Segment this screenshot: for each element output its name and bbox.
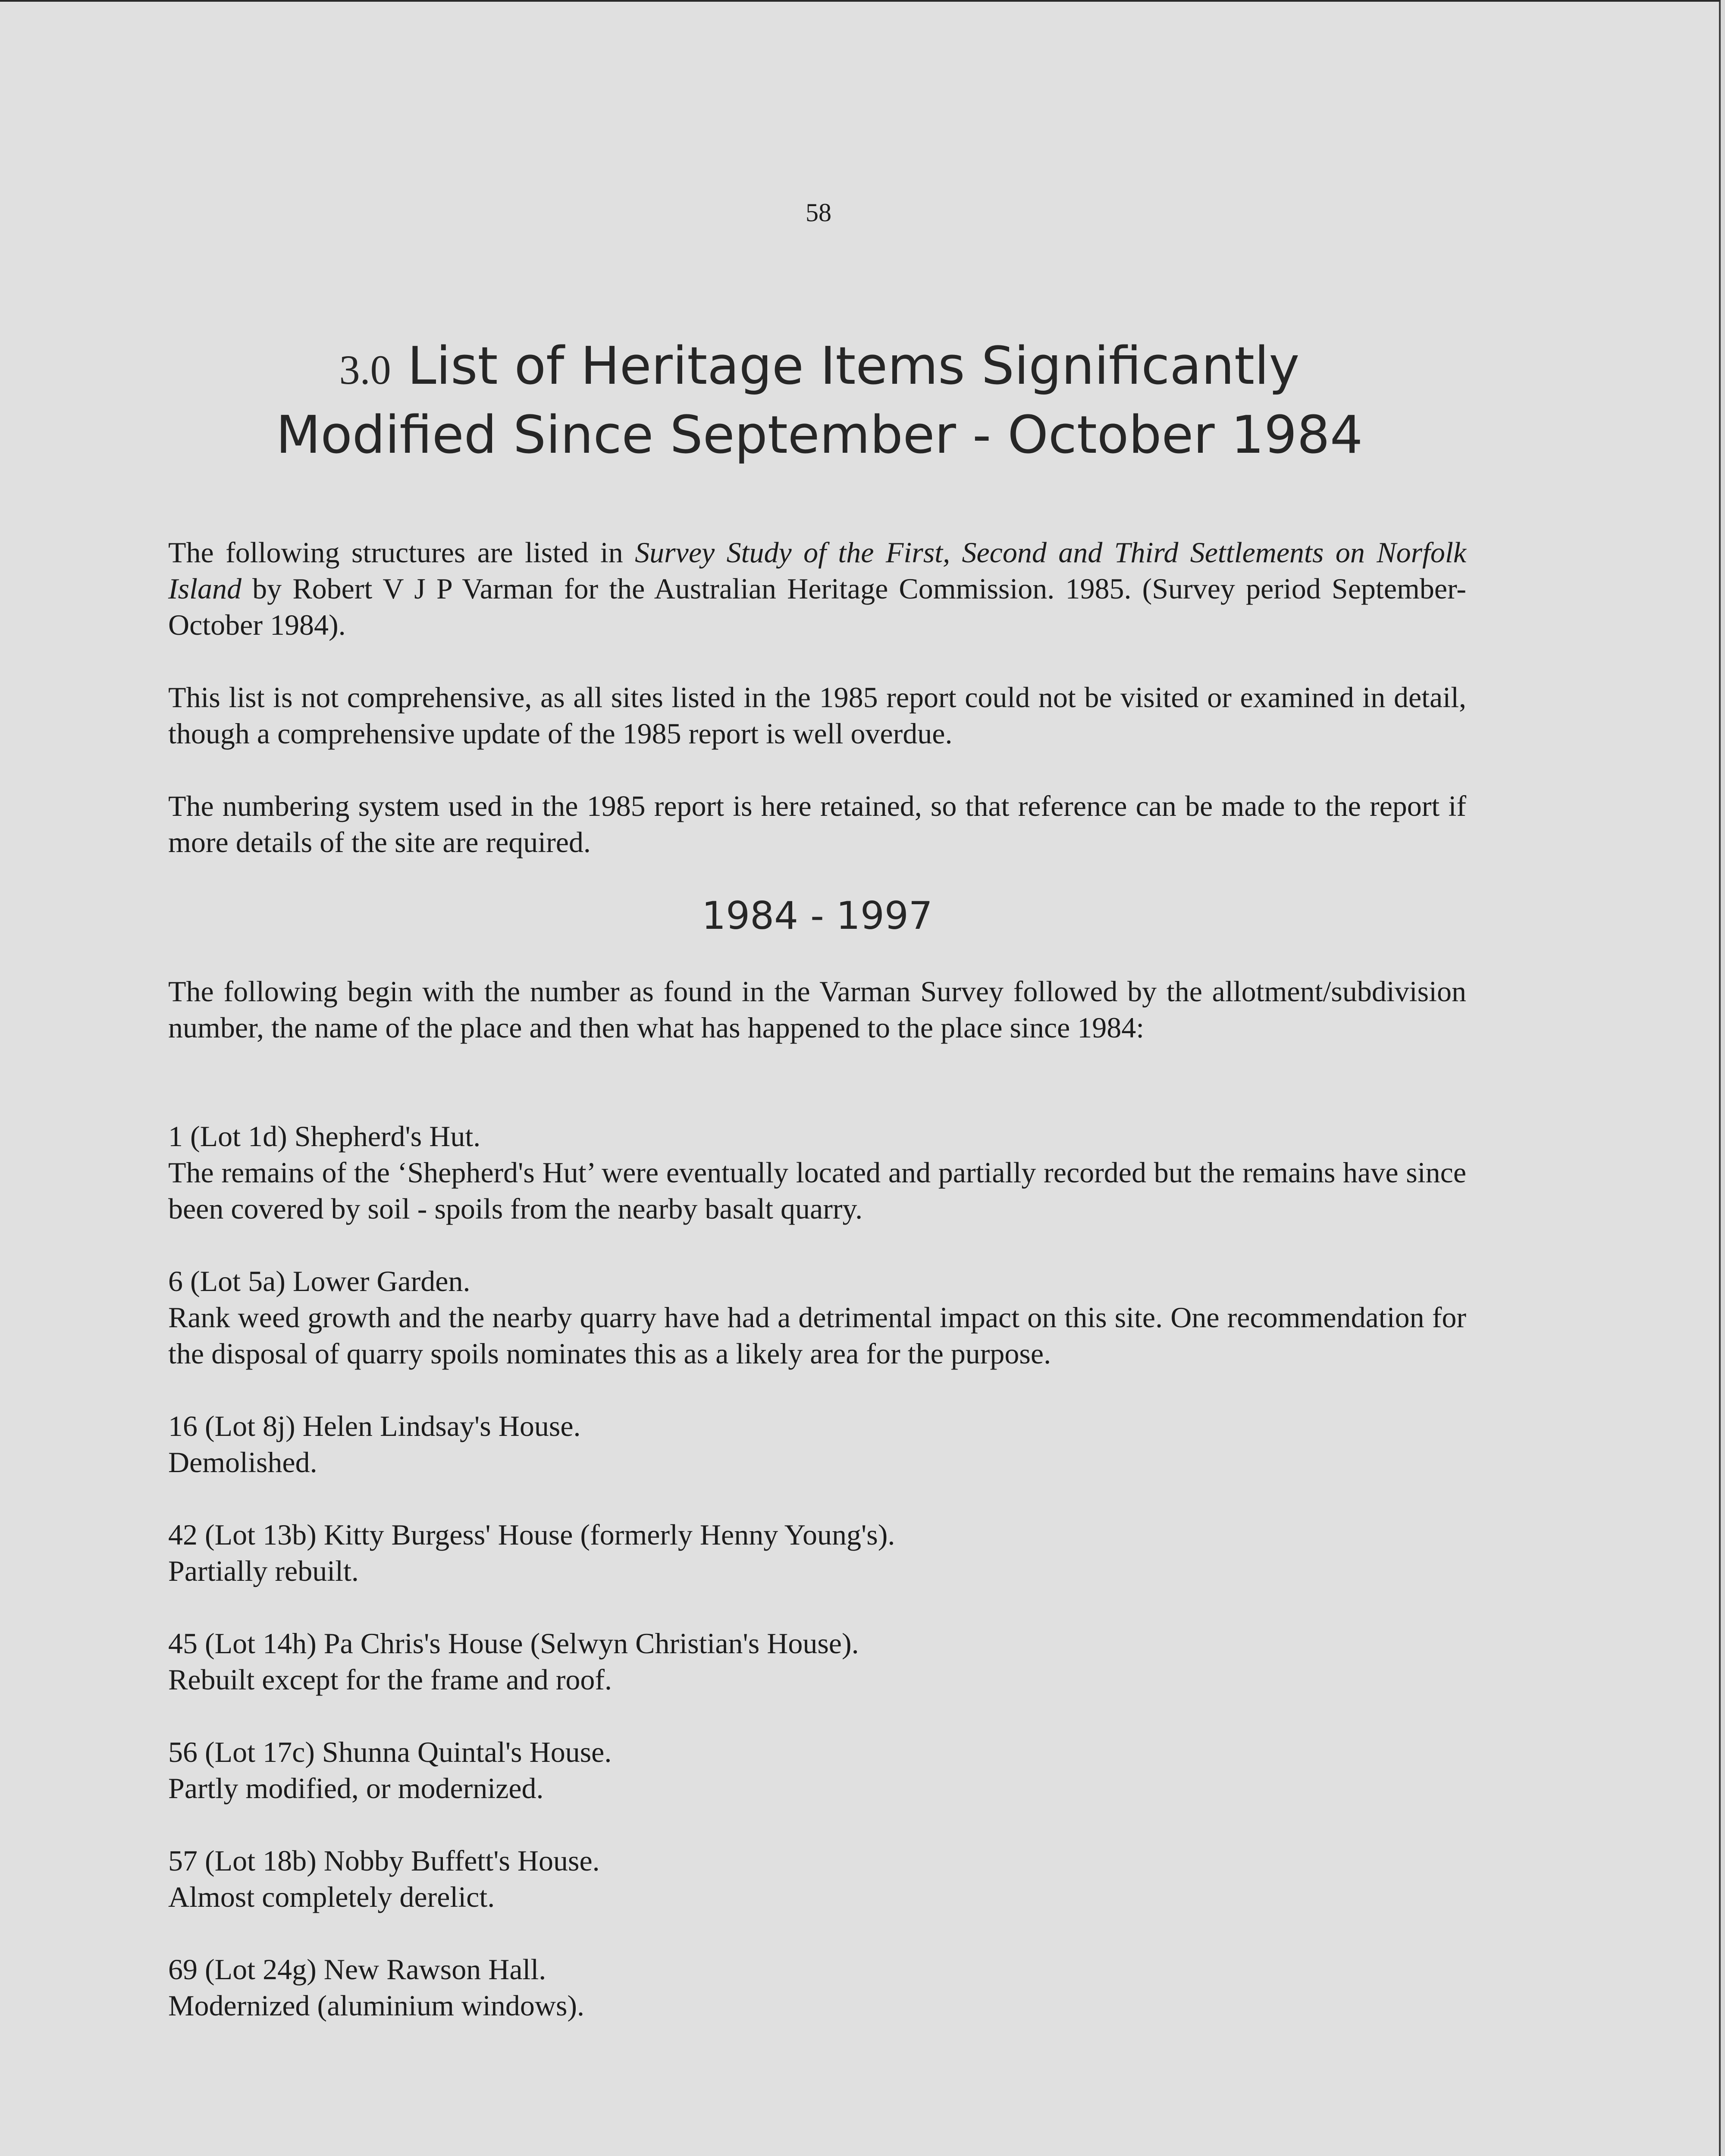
heritage-item-list <box>168 1118 1466 2024</box>
intro-text: The following structures are listed in <box>168 536 635 569</box>
list-item <box>168 1408 1466 1480</box>
item-heading: 56 (Lot 17c) Shunna Quintal's House. <box>168 1736 612 1768</box>
page-title <box>129 334 1509 468</box>
item-heading: 6 (Lot 5a) Lower Garden. <box>168 1265 470 1297</box>
survey-title: Survey Study of the First, Second and Third Settlements on Norfolk Island <box>168 536 1467 605</box>
intro-paragraph-3: The numbering system used in the 1985 report is here retained, so that reference can be made to the report if more details of the site are required. <box>168 790 1466 859</box>
list-item <box>168 1263 1466 1372</box>
title-line-2: Modified Since September - October 1984 <box>276 405 1363 465</box>
item-description: Partially rebuilt. <box>168 1554 359 1587</box>
list-item <box>168 1734 1466 1806</box>
list-item <box>168 1118 1466 1227</box>
section-intro: The following begin with the number as found in the Varman Survey followed by the allotment/subdivision number, the name of the place and then what has happened to the place since 1984: <box>168 975 1466 1044</box>
item-description: The remains of the ‘Shepherd's Hut’ were eventually located and partially recorded but the remains have since been covered by soil - spoils from the nearby basalt quarry. <box>168 1156 1466 1225</box>
item-heading: 69 (Lot 24g) New Rawson Hall. <box>168 1953 546 1986</box>
item-description: Rank weed growth and the nearby quarry have had a detrimental impact on this site. One recommendation for the disposal of quarry spoils nominates this as a likely area for the purpose. <box>168 1301 1466 1370</box>
list-item <box>168 1625 1466 1698</box>
item-description: Modernized (aluminium windows). <box>168 1989 585 2022</box>
section-number: 3.0 <box>339 347 391 393</box>
item-heading: 1 (Lot 1d) Shepherd's Hut. <box>168 1120 481 1153</box>
item-description: Partly modified, or modernized. <box>168 1772 544 1805</box>
spacer <box>168 1082 1466 1118</box>
item-description: Rebuilt except for the frame and roof. <box>168 1663 612 1696</box>
list-item <box>168 1951 1466 2024</box>
intro-text: by Robert V J P Varman for the Australian Heritage Commission. 1985. (Survey period September-October 1984). <box>168 572 1466 641</box>
list-item <box>168 1843 1466 1915</box>
title-line-1 <box>129 334 1509 403</box>
item-heading: 42 (Lot 13b) Kitty Burgess' House (formerly Henny Young's). <box>168 1518 895 1551</box>
list-item <box>168 1517 1466 1589</box>
item-heading: 57 (Lot 18b) Nobby Buffett's House. <box>168 1844 600 1877</box>
item-description: Demolished. <box>168 1446 317 1479</box>
item-description: Almost completely derelict. <box>168 1880 495 1913</box>
document-body <box>168 534 1466 2060</box>
title-text-1: List of Heritage Items Significantly <box>407 336 1300 396</box>
item-heading: 45 (Lot 14h) Pa Chris's House (Selwyn Christian's House). <box>168 1627 859 1660</box>
item-heading: 16 (Lot 8j) Helen Lindsay's House. <box>168 1410 581 1442</box>
intro-paragraph-1 <box>168 534 1466 643</box>
page-number: 58 <box>806 198 831 227</box>
section-heading: 1984 - 1997 <box>702 893 933 938</box>
intro-paragraph-2: This list is not comprehensive, as all sites listed in the 1985 report could not be visited or examined in detail, though a comprehensive update of the 1985 report is well overdue. <box>168 681 1466 750</box>
